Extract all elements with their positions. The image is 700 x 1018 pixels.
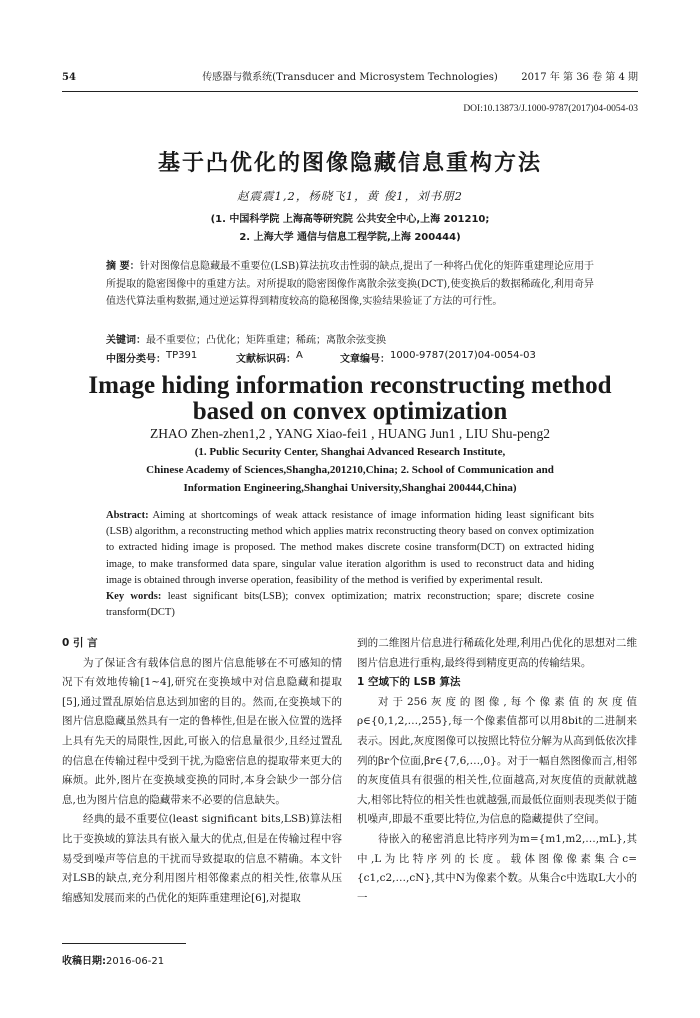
- english-title-line-2: based on convex optimization: [192, 398, 508, 425]
- chinese-title: 基于凸优化的图像隐藏信息重构方法: [157, 151, 542, 176]
- received-date: [62, 952, 164, 967]
- section-0-paragraph-1: 为了保证含有载体信息的图片信息能够在不可感知的情况下有效地传输[1~4],研究在变换域中对信息隐藏和提取[5],通过置乱原始信息达到加密的目的。然而,在变换域下的图片信息隐藏虽然具有一定的鲁棒性,但是在嵌入位置的选择上具有先天的局限性,因此,可嵌入的信息量很少,且经过置乱的信息在传输过程中受到干扰,为隐密信息的提取带来更大的麻烦。此外,图片在变换域变换的同时,本身会缺少一部分信息,也为图片信息的隐藏带来不必要的信息缺失。: [62, 656, 342, 806]
- chinese-abstract-label: 摘 要：: [106, 261, 140, 272]
- right-column: [357, 634, 637, 908]
- received-label: 收稿日期:: [62, 956, 106, 967]
- english-abstract-text: Aiming at shortcomings of weak attack resistance of image information hiding least significant bits (LSB) algorithm, a reconstructing method which applies matrix reconstructing theory based on convex optimization to extracted hiding image is proposed. The method makes discrete cosine transform(DCT) on extracted hiding image, to make transformed data spare, singular value iteration algorithm is used to reconstruct data and hiding image is obtained through inverse operation, feasibility of the method is verified by experimental result.: [106, 510, 595, 586]
- chinese-abstract: [106, 258, 594, 311]
- chinese-keywords-label: 关键词：: [106, 335, 146, 346]
- clc-value: TP391: [166, 350, 198, 361]
- english-abstract: [106, 508, 594, 621]
- issue-info: 2017 年 第 36 卷 第 4 期: [521, 72, 638, 83]
- english-affiliation-2: Chinese Academy of Sciences,Shangha,201210,China; 2. School of Communication and: [146, 464, 554, 476]
- chinese-keywords: [106, 332, 594, 350]
- chinese-abstract-text: 针对图像信息隐藏最不重要位(LSB)算法抗攻击性弱的缺点,提出了一种将凸优化的矩阵重建理论应用于所提取的隐密图像中的重建方法。对所提取的隐密图像作离散余弦变换(DCT),使变换后的数据稀疏化,利用奇异值迭代算法重构数据,通过逆运算得到精度较高的隐秘图像,实验结果验证了方法的可行性。: [106, 261, 594, 307]
- header-rule: [62, 91, 638, 92]
- english-affiliation-1: (1. Public Security Center, Shanghai Advanced Research Institute,: [194, 446, 506, 458]
- right-continued-paragraph: 到的二维图片信息进行稀疏化处理,利用凸优化的思想对二维图片信息进行重构,最终得到精度更高的传输结果。: [357, 637, 637, 669]
- doc-code-value: A: [296, 350, 303, 361]
- journal-name: 传感器与微系统(Transducer and Microsystem Technologies): [202, 72, 498, 83]
- section-0-title: 0 引 言: [62, 637, 98, 649]
- section-0-paragraph-2: 经典的最不重要位(least significant bits,LSB)算法相比于变换域的算法具有嵌入量大的优点,但是在传输过程中容易受到噪声等信息的干扰而导致提取的信息不精确。本文针对LSB的缺点,充分利用图片相邻像素点的相关性,依靠从压缩感知发展而来的凸优化的矩阵重建理论[6],对提取: [62, 813, 342, 904]
- running-header: [62, 70, 638, 86]
- english-keywords-label: Key words:: [106, 591, 162, 603]
- clc-label: 中图分类号：: [106, 354, 166, 365]
- section-1-title: 1 空域下的 LSB 算法: [357, 676, 461, 689]
- section-1-paragraph-2: 待嵌入的秘密消息比特序列为m={m1,m2,…,mL},其中,L为比特序列的长度。载体图像像素集合c={c1,c2,…,cN},其中N为像素个数。从集合c中选取L大小的一: [357, 832, 637, 904]
- article-no-label: 文章编号：: [340, 354, 390, 365]
- left-column: [62, 634, 342, 908]
- footnote-rule: [62, 943, 186, 944]
- doi[interactable]: DOI:10.13873/J.1000-9787(2017)04-0054-03: [463, 104, 638, 114]
- chinese-authors: 赵震震1,2，杨晓飞1，黄 俊1，刘书朋2: [237, 189, 463, 203]
- article-no-value: 1000-9787(2017)04-0054-03: [390, 350, 536, 361]
- received-value: 2016-06-21: [106, 956, 165, 967]
- english-title-line-1: Image hiding information reconstructing method: [88, 372, 612, 399]
- chinese-affiliation-1: (1. 中国科学院 上海高等研究院 公共安全中心,上海 201210;: [210, 214, 490, 225]
- english-authors: ZHAO Zhen-zhen1,2 , YANG Xiao-fei1 , HUANG Jun1 , LIU Shu-peng2: [150, 426, 550, 441]
- english-abstract-label: Abstract:: [106, 510, 149, 521]
- chinese-keywords-text: 最不重要位；凸优化；矩阵重建；稀疏；离散余弦变换: [146, 335, 386, 346]
- doc-code-label: 文献标识码：: [236, 354, 296, 365]
- chinese-affiliation-2: 2. 上海大学 通信与信息工程学院,上海 200444): [239, 232, 461, 243]
- page-number: 54: [62, 72, 76, 83]
- english-keywords-text: least significant bits(LSB); convex optimization; matrix reconstruction; spare; discrete cosine transform(DCT): [106, 591, 594, 619]
- english-affiliation-3: Information Engineering,Shanghai University,Shanghai 200444,China): [183, 482, 517, 494]
- section-1-paragraph-1: 对于256灰度的图像,每个像素值的灰度值ρ∈{0,1,2,…,255},每一个像素值都可以用8bit的二进制来表示。因此,灰度图像可以按照比特位分解为从高到低依次排列的βr个位面,βr∈{7,6,…,0}。对于一幅自然图像而言,相邻的灰度值具有很强的相关性,位面越高,对灰度值的贡献就越大,相邻比特位的相关性也就越强,而最低位面则表现类似于随机噪声,即最不重要比特位,为信息的隐藏提供了空间。: [357, 695, 637, 826]
